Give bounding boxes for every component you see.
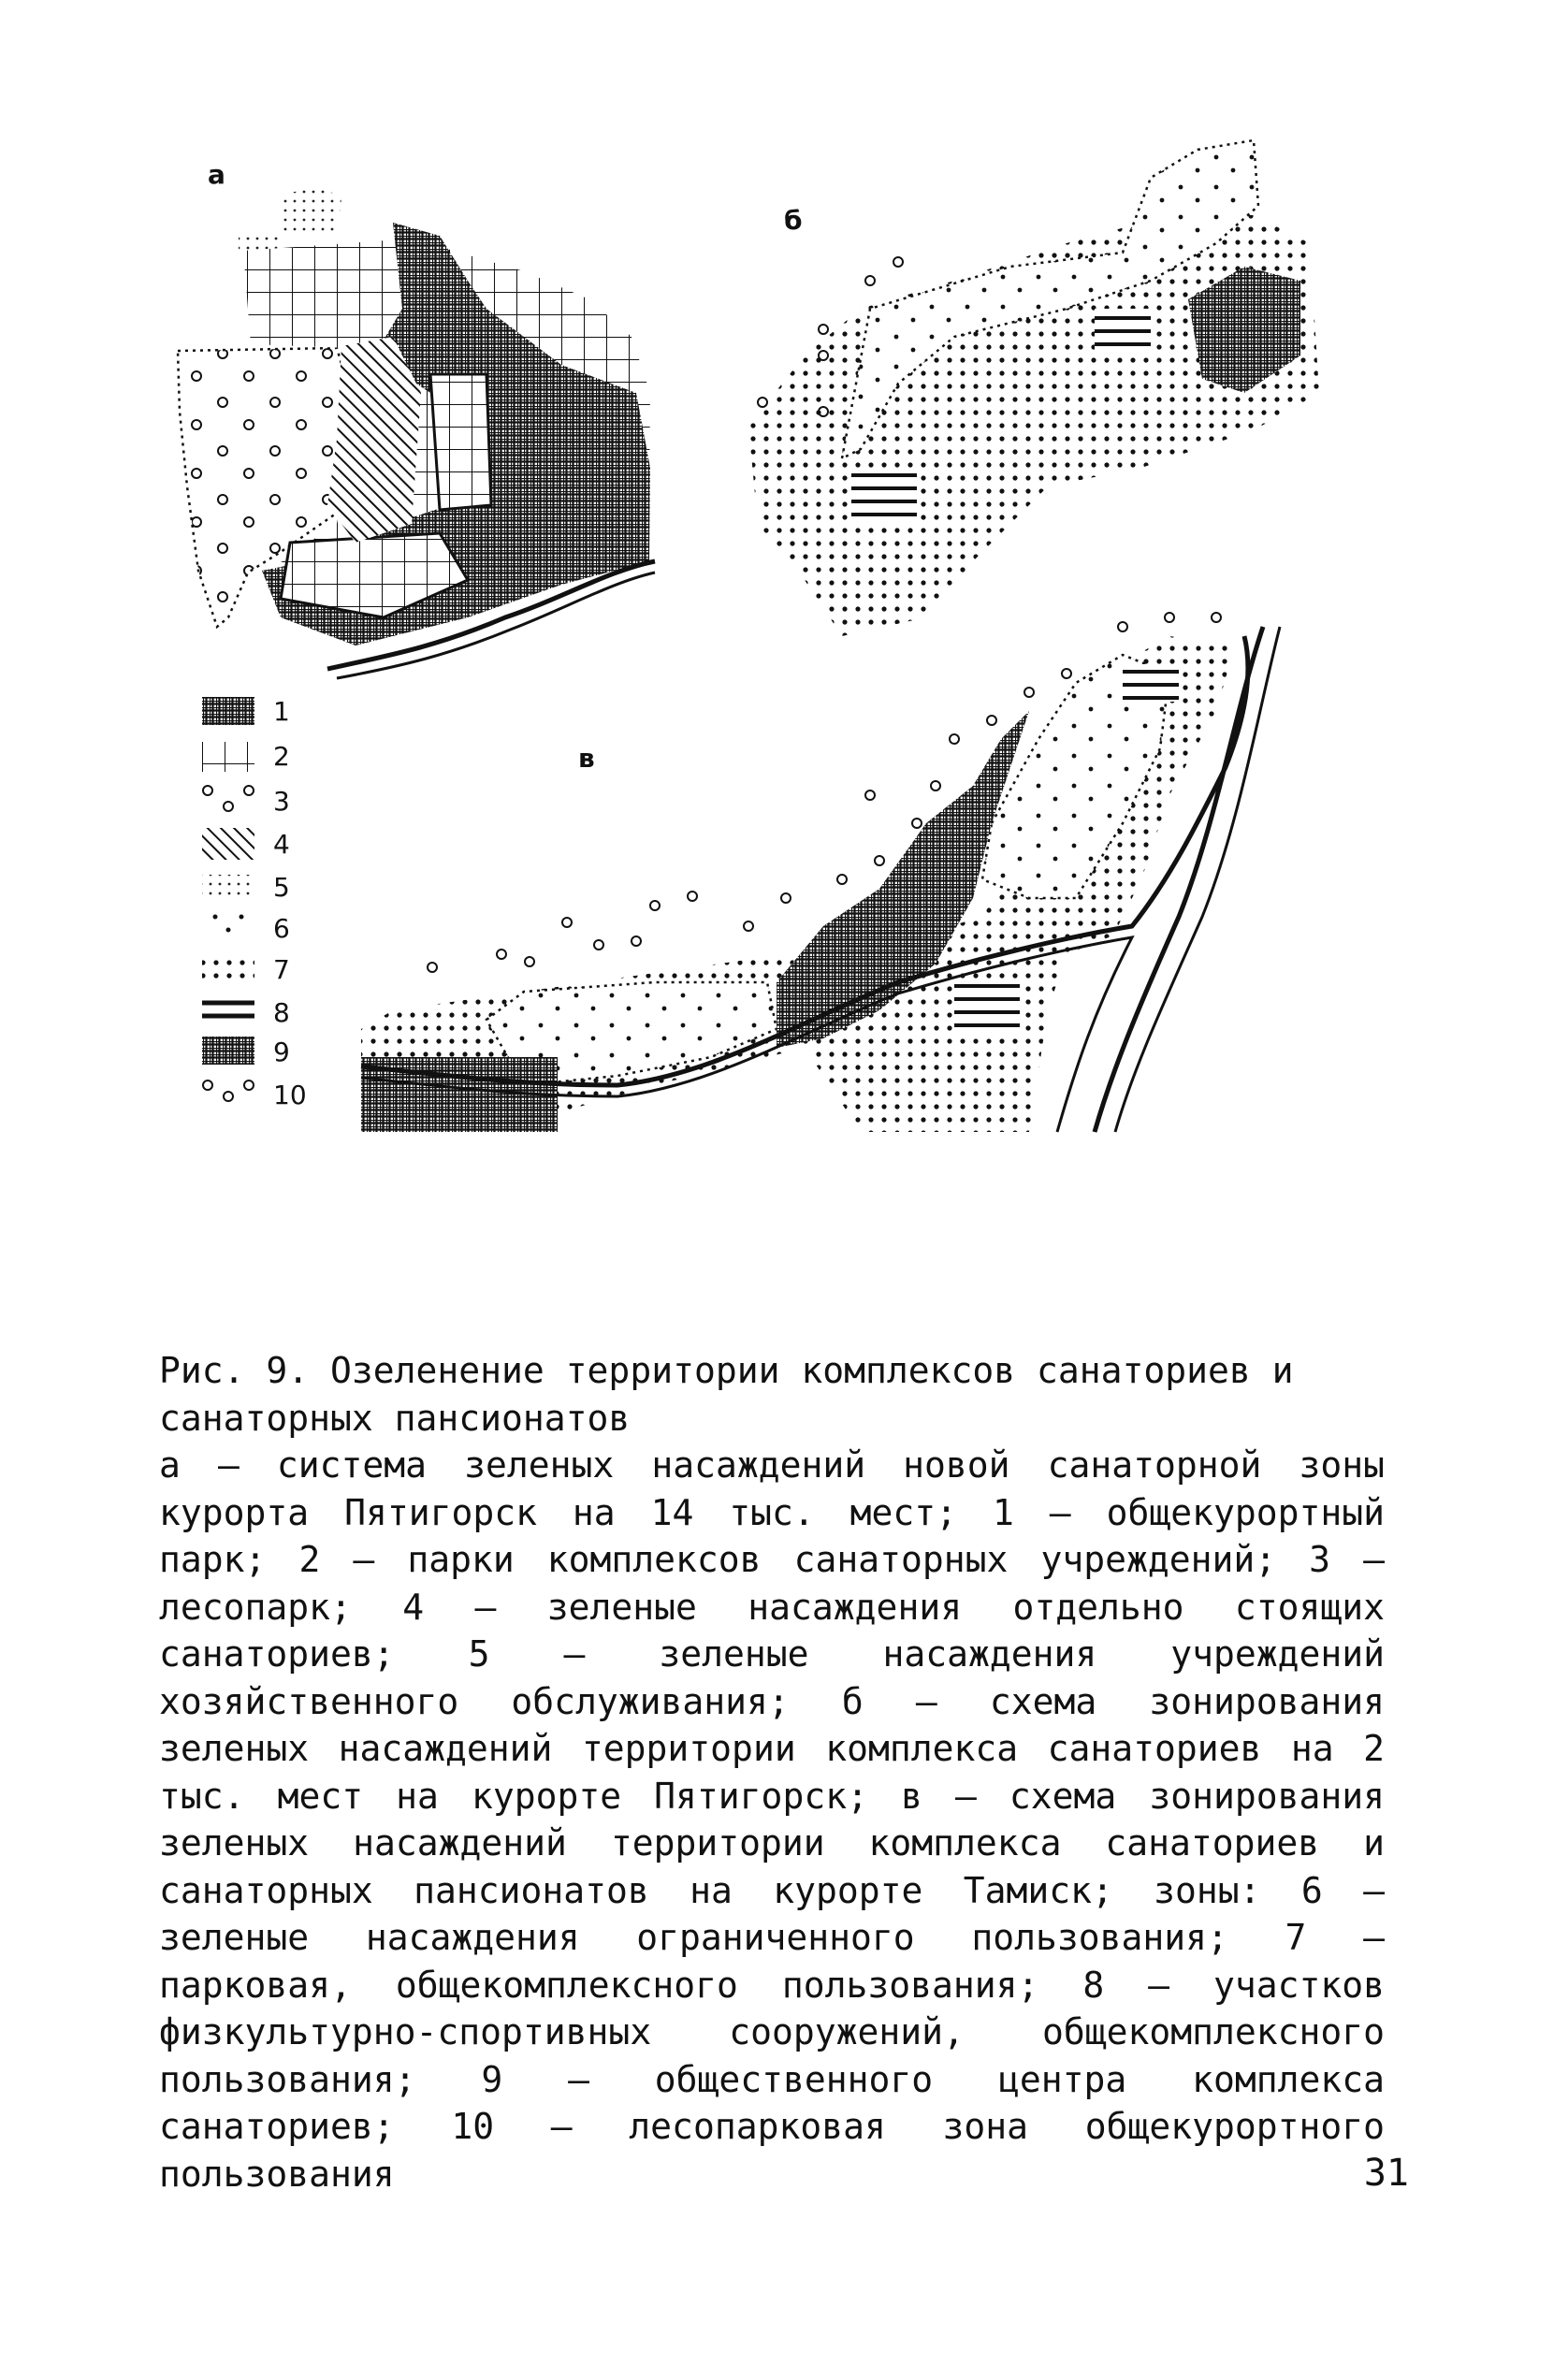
zone-8-sport-b2: [851, 472, 917, 521]
svg-text:8: 8: [273, 997, 290, 1028]
svg-text:9: 9: [273, 1037, 290, 1067]
legend-item-6: [213, 913, 290, 944]
panel-a: [178, 159, 655, 678]
legend-item-7: [202, 954, 290, 985]
legend-item-3: [203, 786, 290, 817]
svg-text:10: 10: [273, 1080, 307, 1110]
svg-text:6: 6: [273, 913, 290, 944]
zone-5-service: [277, 187, 341, 234]
panel-label-v: в: [578, 743, 595, 774]
svg-text:5: 5: [273, 872, 290, 903]
caption-body: а – система зеленых насаждений новой санаторной зоны курорта Пятигорск на 14 тыс. мест; 1 – общекурортный парк; 2 – парки комплексов санаторных учреждений; 3 – лесопарк; 4 – зеленые насаждения отдельно стоящих санаториев; 5 – зеленые насаждения учреждений хозяйственного обслуживания; б – схема зонирования зеленых насаждений территории комплекса санаториев на 2 тыс. мест на курорте Пятигорск; в – схема зонирования зеленых насаждений территории комплекса санаториев и санаторных пансионатов на курорте Тамиск; зоны: 6 – зеленые насаждения ограниченного пользования; 7 – парковая, общекомплексного пользования; 8 – участков физкультурно-спортивных сооружений, общекомплексного пользования; 9 – общественного центра комплекса санаториев; 10 – лесопарковая зона общекурортного пользования: [159, 1444, 1385, 2195]
panel-v: [361, 613, 1280, 1132]
zone-8-sport-b1: [1095, 309, 1151, 350]
panel-b: [748, 140, 1319, 636]
legend-item-1: [202, 696, 290, 727]
legend-item-9: [202, 1037, 290, 1067]
svg-text:7: 7: [273, 954, 290, 985]
panel-label-a: а: [208, 159, 225, 190]
legend-item-8: [202, 997, 290, 1028]
svg-text:4: 4: [273, 829, 290, 860]
svg-text:3: 3: [273, 786, 290, 817]
svg-text:1: 1: [273, 696, 290, 727]
figure-caption: [159, 1347, 1385, 2197]
zone-8-sport-v2: [954, 982, 1020, 1035]
caption-title: Рис. 9. Озеленение территории комплексов санаториев и санаторных пансионатов: [159, 1350, 1294, 1439]
zone-4-standalone: [327, 337, 421, 543]
legend-item-4: [202, 828, 290, 860]
panel-label-b: б: [784, 205, 803, 236]
zone-2-parks-inner: [430, 374, 491, 510]
figure-9-maps: [0, 0, 1568, 1179]
zone-8-sport-v1: [1123, 664, 1179, 702]
legend-item-2: [202, 741, 290, 772]
legend: [202, 696, 307, 1110]
svg-text:2: 2: [273, 741, 290, 772]
legend-item-10: [203, 1080, 307, 1110]
legend-item-5: [202, 872, 290, 903]
page-number: 31: [1363, 2152, 1409, 2195]
